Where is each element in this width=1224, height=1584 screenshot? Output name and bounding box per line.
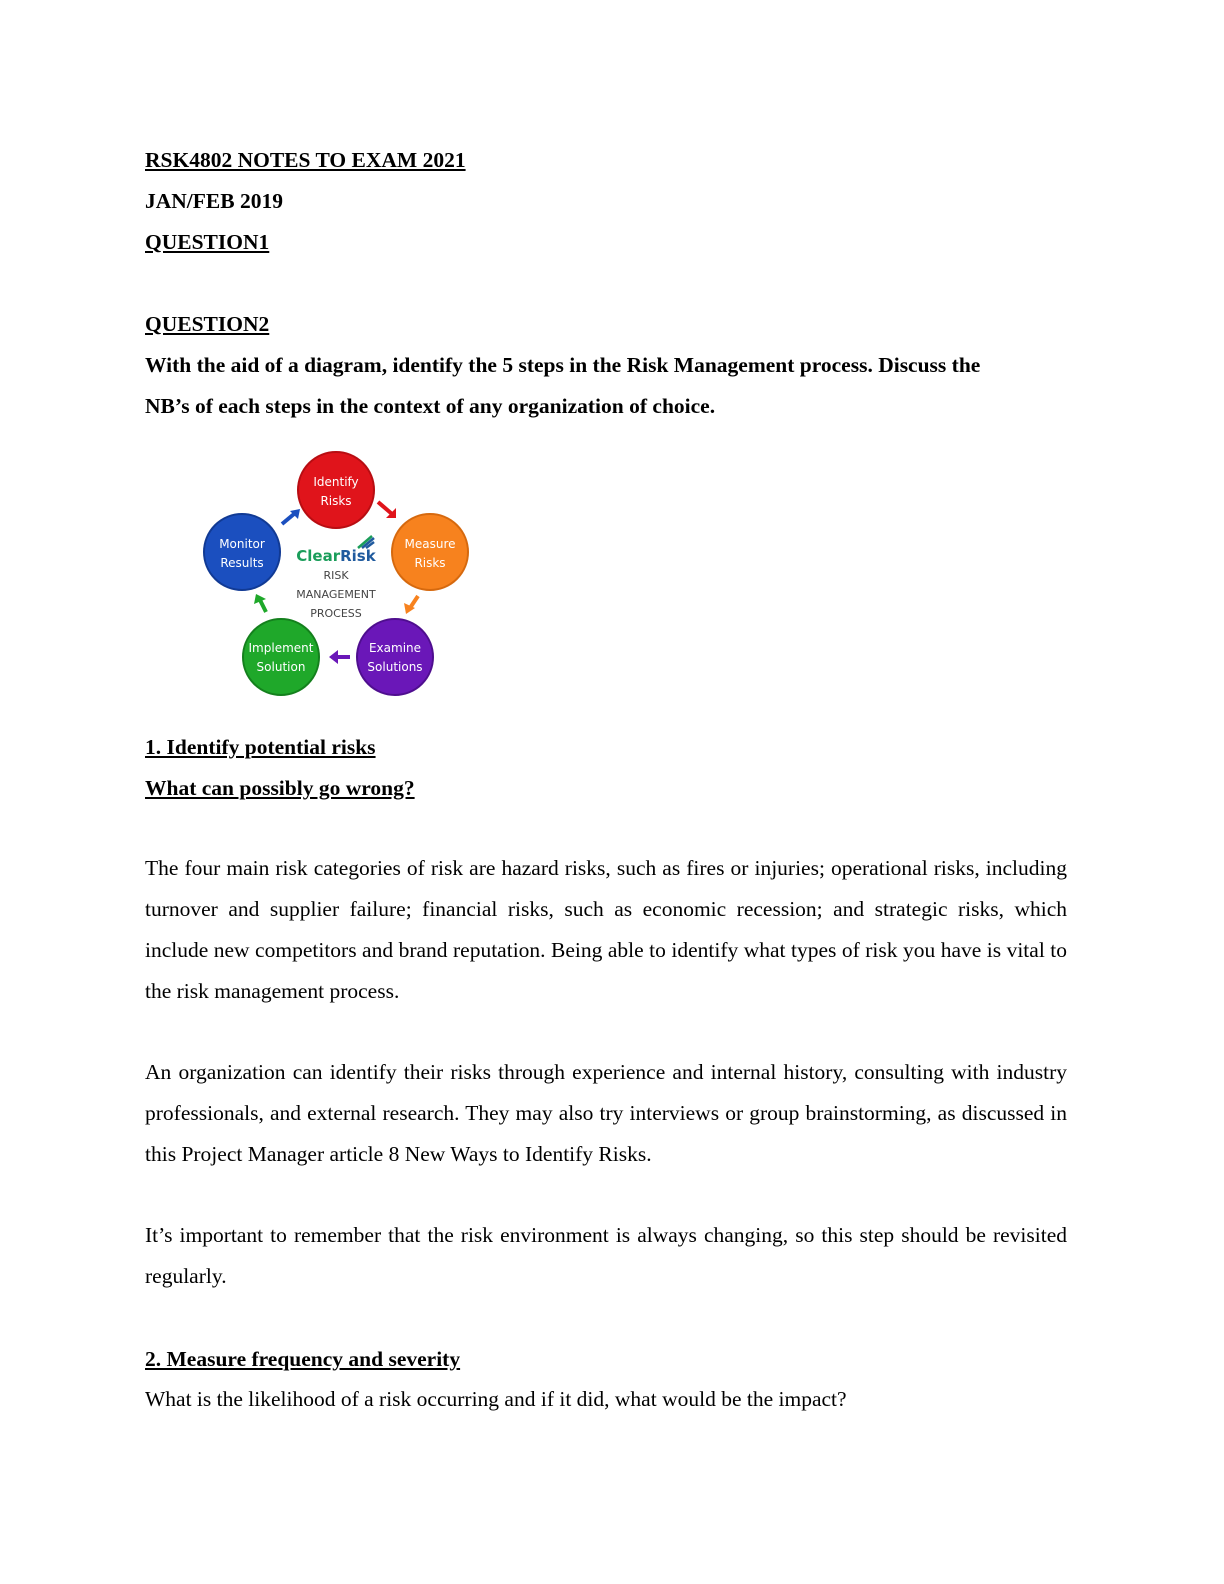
risk-management-diagram	[190, 444, 480, 706]
section1-subheading: What can possibly go wrong?	[145, 776, 415, 800]
risk-cycle-svg	[190, 444, 480, 706]
step-measure-circle	[392, 514, 468, 590]
step-examine-line2: Solutions	[367, 660, 423, 674]
exam-session: JAN/FEB 2019	[145, 189, 283, 213]
step-monitor	[204, 514, 280, 590]
arrow-examine-to-implement-icon	[329, 650, 350, 664]
section2-question: What is the likelihood of a risk occurring and if it did, what would be the impact?	[145, 1387, 847, 1411]
brand-risk: Risk	[340, 547, 376, 565]
arrow-identify-to-measure-icon	[378, 502, 396, 518]
step-implement-line2: Solution	[256, 660, 306, 674]
step-measure	[392, 514, 468, 590]
center-label-line3: PROCESS	[310, 607, 362, 620]
center-label-line1: RISK	[323, 569, 349, 582]
question2-heading: QUESTION2	[145, 312, 270, 336]
question1-heading: QUESTION1	[145, 230, 270, 254]
section2-heading: 2. Measure frequency and severity	[145, 1347, 461, 1371]
step-monitor-line2: Results	[220, 556, 264, 570]
step-implement-line1: Implement	[248, 641, 314, 655]
arrow-implement-to-monitor-icon	[254, 594, 266, 612]
step-identify-circle	[298, 452, 374, 528]
step-examine-line1: Examine	[368, 641, 422, 655]
clearrisk-logo	[296, 536, 376, 565]
arrow-monitor-to-identify-icon	[282, 509, 300, 524]
step-monitor-circle	[204, 514, 280, 590]
question2-prompt-line2: NB’s of each steps in the context of any organization of choice.	[145, 394, 716, 418]
section1-paragraph1: The four main risk categories of risk are hazard risks, such as fires or injuries; operational risks, including turnover and supplier failure; financial risks, such as economic recession; and strategic risks, which include new competitors and brand reputation. Being able to identify what types of risk you have is vital to the risk management process.	[145, 856, 1067, 1003]
question2-prompt-line1: With the aid of a diagram, identify the 5 steps in the Risk Management process. Discuss the	[145, 353, 981, 377]
step-implement-circle	[243, 619, 319, 695]
clearrisk-wordmark	[296, 547, 376, 565]
document-title: RSK4802 NOTES TO EXAM 2021	[145, 148, 466, 172]
section1-paragraph2: An organization can identify their risks through experience and internal history, consulting with industry professionals, and external research. They may also try interviews or group brainstorming, as discussed in this Project Manager article 8 New Ways to Identify Risks.	[145, 1060, 1067, 1166]
section1-paragraph3: It’s important to remember that the risk environment is always changing, so this step should be revisited regularly.	[145, 1223, 1067, 1288]
brand-clear: Clear	[296, 547, 341, 565]
step-identify	[298, 452, 374, 528]
step-examine	[357, 619, 433, 695]
step-monitor-line1: Monitor	[219, 537, 265, 551]
step-identify-line2: Risks	[320, 494, 352, 508]
step-implement	[243, 619, 319, 695]
center-label-line2: MANAGEMENT	[296, 588, 376, 601]
step-measure-line1: Measure	[404, 537, 456, 551]
step-identify-line1: Identify	[313, 475, 359, 489]
section1-heading: 1. Identify potential risks	[145, 735, 376, 759]
arrow-measure-to-examine-icon	[404, 596, 418, 614]
step-examine-circle	[357, 619, 433, 695]
step-measure-line2: Risks	[414, 556, 446, 570]
